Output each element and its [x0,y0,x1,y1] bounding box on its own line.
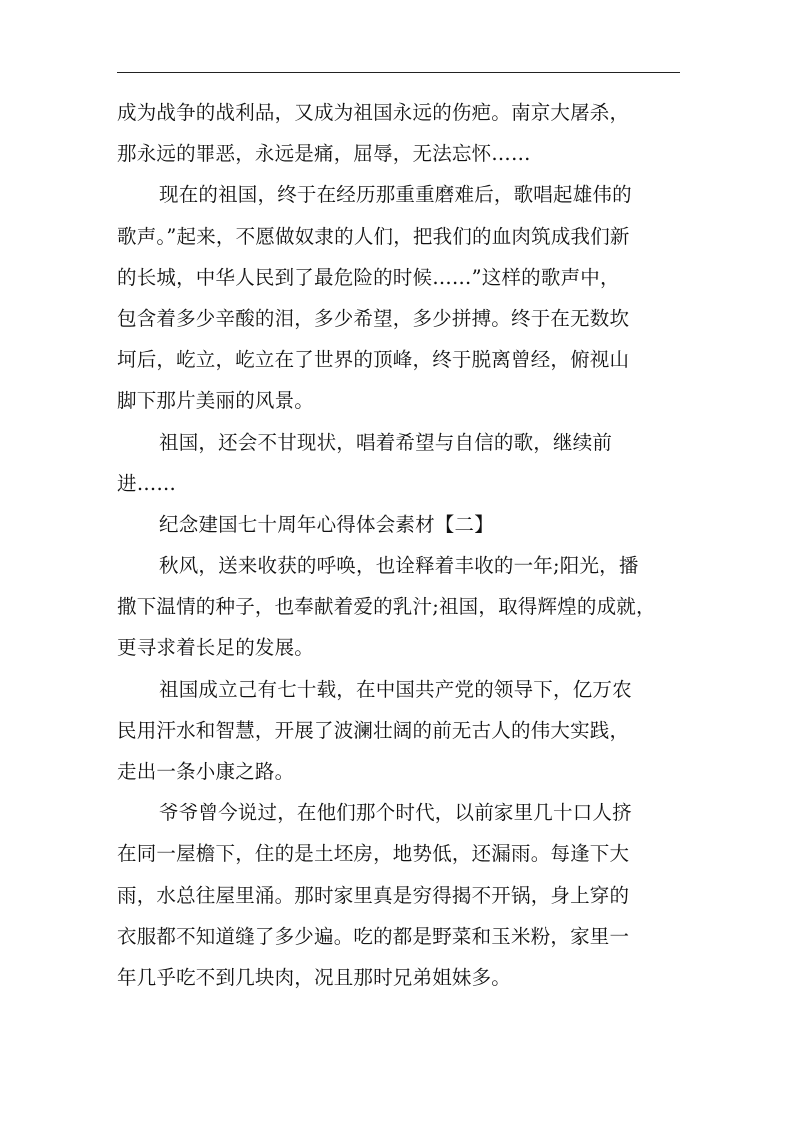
text-line: 更寻求着长足的发展。 [117,636,315,660]
section-heading: 纪念建国七十周年心得体会素材【二】 [159,512,494,536]
text-line: 现在的祖国，终于在经历那重重磨难后，歌唱起雄伟的 [159,183,632,207]
text-line: 歌声。”起来，不愿做奴隶的人们，把我们的血肉筑成我们新 [117,224,630,248]
text-line: 雨，水总往屋里涌。那时家里真是穷得揭不开锅，身上穿的 [117,883,630,907]
text-line: 爷爷曾今说过，在他们那个时代，以前家里几十口人挤 [159,801,632,825]
header-rule [117,72,680,73]
text-line: 进…… [117,471,177,495]
text-line: 走出一条小康之路。 [117,760,295,783]
text-line: 包含着多少辛酸的泪，多少希望，多少拼搏。终于在无数坎 [117,306,630,330]
text-line: 那永远的罪恶，永远是痛，屈辱，无法忘怀…… [117,142,531,166]
text-line: 的长城，中华人民到了最危险的时候……”这样的歌声中， [117,265,620,289]
text-line: 秋风，送来收获的呼唤，也诠释着丰收的一年;阳光，播 [159,554,639,578]
body-text [117,92,682,998]
text-line: 在同一屋檐下，住的是土坯房，地势低，还漏雨。每逢下大 [117,842,630,866]
text-line: 成为战争的战利品，又成为祖国永远的伤疤。南京大屠杀， [117,101,630,124]
text-line: 脚下那片美丽的风景。 [117,389,315,413]
text-line: 祖国成立己有七十载，在中国共产党的领导下，亿万农 [159,677,632,701]
text-line: 坷后，屹立，屹立在了世界的顶峰，终于脱离曾经，俯视山 [117,348,630,372]
text-line: 祖国，还会不甘现状，唱着希望与自信的歌，继续前 [159,430,613,454]
text-line: 撒下温情的种子，也奉献着爱的乳汁;祖国，取得辉煌的成就， [117,595,656,619]
text-line: 民用汗水和智慧，开展了波澜壮阔的前无古人的伟大实践， [117,718,630,742]
text-line: 衣服都不知道缝了多少遍。吃的都是野菜和玉米粉，家里一 [117,924,630,948]
text-line: 年几乎吃不到几块肉，况且那时兄弟姐妹多。 [117,965,512,989]
